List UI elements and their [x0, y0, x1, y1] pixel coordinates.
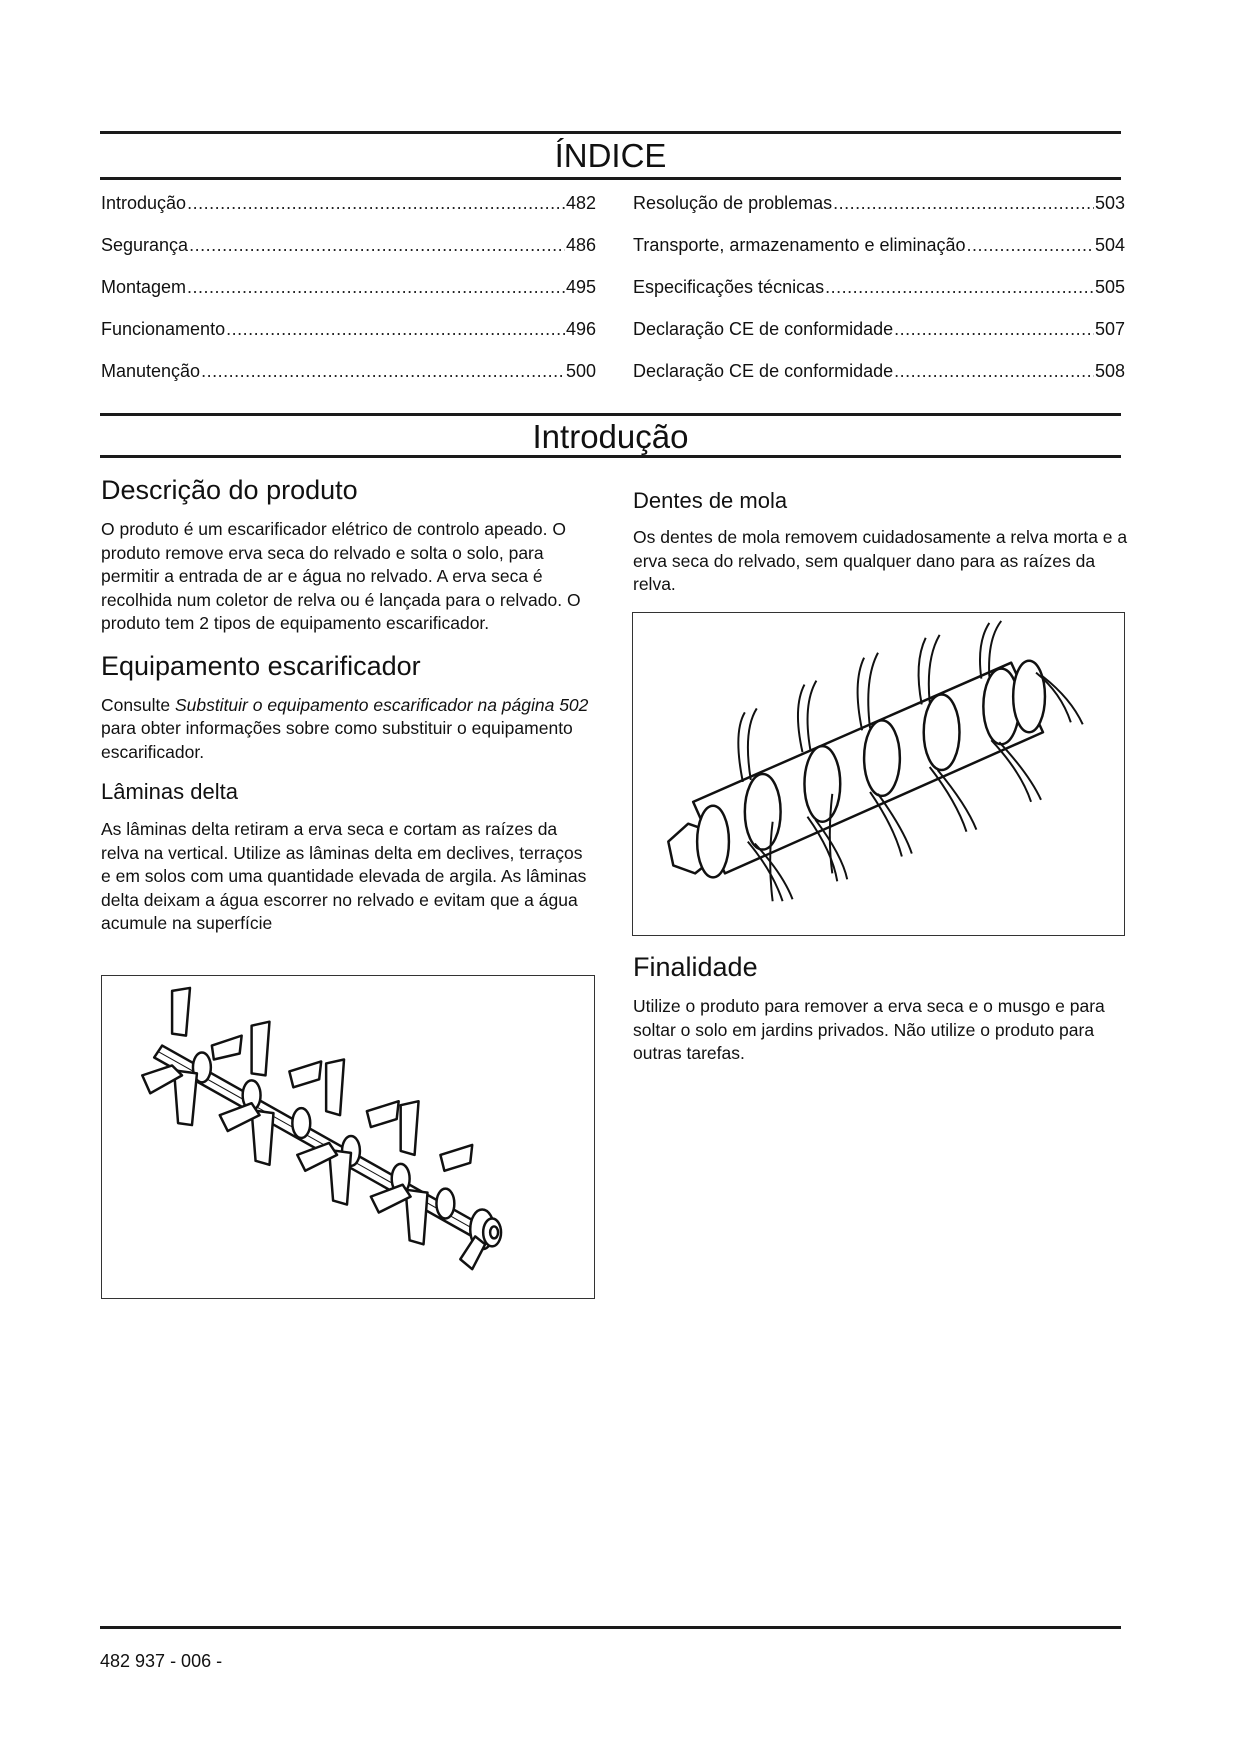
intro-top-rule — [100, 413, 1121, 416]
toc-entry-page: 486 — [565, 235, 596, 255]
toc-entry-page: 503 — [1094, 193, 1125, 213]
intro-title: Introdução — [532, 418, 689, 455]
toc-entry-label: Manutenção — [101, 361, 201, 381]
toc-entry[interactable] — [101, 318, 596, 360]
toc-entry-page: 505 — [1094, 277, 1125, 297]
toc-entry-page: 504 — [1094, 235, 1125, 255]
toc-entry[interactable] — [633, 276, 1125, 318]
toc-entry[interactable] — [633, 318, 1125, 360]
toc-entry[interactable] — [101, 360, 596, 402]
toc-entry[interactable] — [101, 192, 596, 234]
spring-tine-shaft-icon — [633, 613, 1124, 935]
delta-text: As lâminas delta retiram a erva seca e cortam as raízes da relva na vertical. Utilize as lâminas delta em declives, terraços e em solos com uma quantidade elevada de argila. As lâminas delta deixam a água escorrer no relvado e evitam que a água acumule na superfície — [101, 819, 587, 933]
equipment-page-link[interactable]: Substituir o equipamento escarificador na página 502 — [174, 694, 589, 715]
spring-text: Os dentes de mola removem cuidadosamente a relva morta e a erva seca do relvado, sem qualquer dano para as raízes da relva. — [633, 527, 1128, 594]
purpose-section — [633, 951, 1128, 1066]
toc-right-column — [633, 192, 1125, 402]
product-description-heading: Descrição do produto — [101, 475, 358, 505]
toc-left-column — [101, 192, 596, 402]
toc-entry[interactable] — [101, 276, 596, 318]
delta-blades-figure — [101, 975, 595, 1299]
toc-entry-page: 507 — [1094, 319, 1125, 339]
footer-code: 482 937 - 006 - — [100, 1651, 223, 1671]
toc-entry-page: 482 — [565, 193, 596, 213]
toc-entry-label: Montagem — [101, 277, 187, 297]
toc-entry-label: Resolução de problemas — [633, 193, 833, 213]
toc-entry-label: Especificações técnicas — [633, 277, 825, 297]
intro-bottom-rule — [100, 455, 1121, 458]
toc-entry-page: 500 — [565, 361, 596, 381]
toc-top-rule — [100, 131, 1121, 134]
purpose-text: Utilize o produto para remover a erva seca e o musgo e para soltar o solo em jardins privados. Não utilize o produto para outras tarefas. — [633, 996, 1105, 1063]
footer-rule — [100, 1626, 1121, 1629]
product-description-text: O produto é um escarificador elétrico de controlo apeado. O produto remove erva seca do relvado e solta o solo, para permitir a entrada de ar e água no relvado. A erva seca é recolhida num coletor de relva ou é lançada para o relvado. O produto tem 2 tipos de equipamento escarificador. — [101, 519, 581, 633]
toc-entry[interactable] — [633, 234, 1125, 276]
toc-entry-page: 495 — [565, 277, 596, 297]
equipment-heading: Equipamento escarificador — [101, 650, 421, 681]
toc-entry-label: Funcionamento — [101, 319, 226, 339]
spring-tines-figure — [632, 612, 1125, 936]
toc-entry[interactable] — [101, 234, 596, 276]
toc-bottom-rule — [100, 177, 1121, 180]
purpose-heading: Finalidade — [633, 952, 758, 982]
toc-entry-label: Introdução — [101, 193, 187, 213]
toc-entry-page: 496 — [565, 319, 596, 339]
right-column — [633, 487, 1128, 597]
left-column — [101, 474, 596, 936]
toc-entry-label: Declaração CE de conformidade — [633, 319, 894, 339]
delta-blade-shaft-icon — [102, 976, 594, 1298]
toc-entry[interactable] — [633, 192, 1125, 234]
equipment-text: Consulte Substituir o equipamento escarificador na página 502 para obter informações sobre como substituir o equipamento escarificador. — [101, 694, 589, 762]
toc-entry-label: Segurança — [101, 235, 189, 255]
toc-entry-label: Transporte, armazenamento e eliminação — [633, 235, 966, 255]
delta-heading: Lâminas delta — [101, 779, 238, 804]
toc-entry[interactable] — [633, 360, 1125, 402]
toc-title: ÍNDICE — [554, 137, 667, 174]
spring-heading: Dentes de mola — [633, 488, 788, 513]
toc-entry-page: 508 — [1094, 361, 1125, 381]
toc-entry-label: Declaração CE de conformidade — [633, 361, 894, 381]
